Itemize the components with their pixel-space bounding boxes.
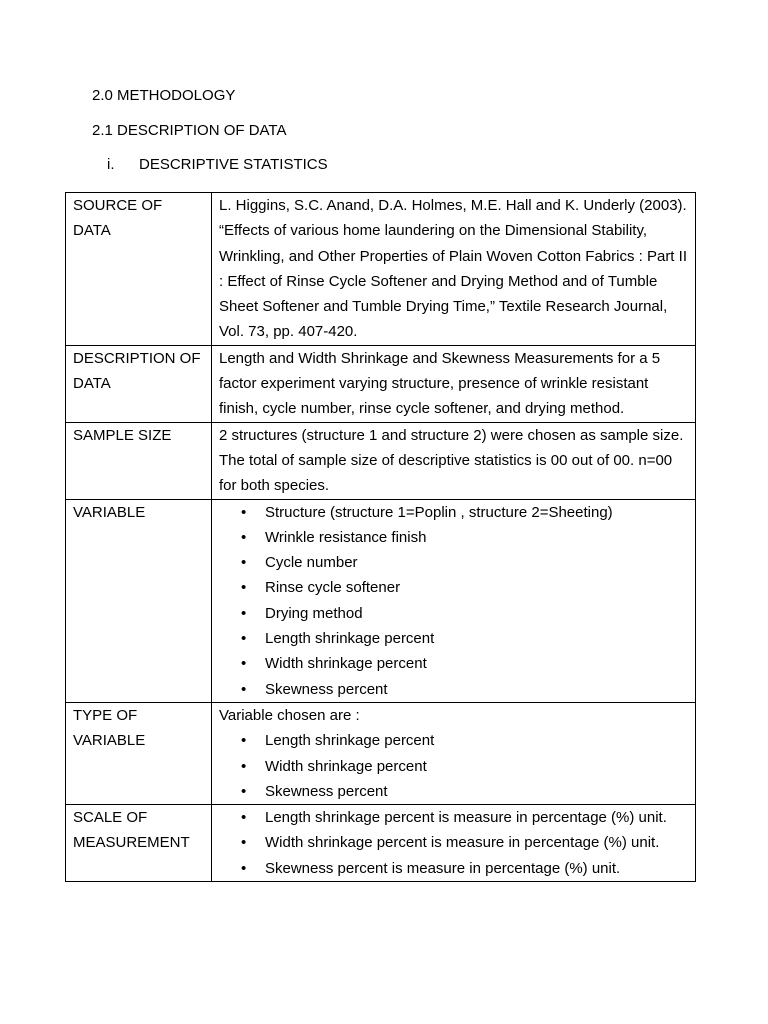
row-value-type <box>212 702 696 804</box>
table-row <box>66 702 696 804</box>
table-row <box>66 193 696 346</box>
data-description-table <box>65 192 696 882</box>
row-value-variable <box>212 499 696 702</box>
list-item: • Skewness percent <box>265 677 688 702</box>
row-value-source: L. Higgins, S.C. Anand, D.A. Holmes, M.E. Hall and K. Underly (2003). “Effects of various home laundering on the Dimensional Stability, Wrinkling, and Other Properties of Plain Woven Cotton Fabrics : Part II : Effect of Rinse Cycle Softener and Drying Method and of Tumble Sheet Softener and Tumble Drying Time,” Textile Research Journal, Vol. 73, pp. 407-420. <box>212 193 696 346</box>
variable-list <box>219 500 688 702</box>
list-item: • Length shrinkage percent <box>265 728 688 753</box>
table-row <box>66 345 696 422</box>
row-label-scale: SCALE OF MEASUREMENT <box>66 805 212 882</box>
item-number: i. <box>107 156 115 173</box>
list-item: • Drying method <box>265 601 688 626</box>
row-label-type: TYPE OF VARIABLE <box>66 702 212 804</box>
list-item: • Skewness percent <box>265 779 688 804</box>
item-title: DESCRIPTIVE STATISTICS <box>139 156 328 173</box>
section-heading: 2.0 METHODOLOGY <box>92 87 236 104</box>
list-item: • Width shrinkage percent <box>265 651 688 676</box>
table-row <box>66 805 696 882</box>
list-item: • Wrinkle resistance finish <box>265 525 688 550</box>
table-row <box>66 499 696 702</box>
scale-list <box>219 805 688 881</box>
row-label-variable: VARIABLE <box>66 499 212 702</box>
row-value-sample-size: 2 structures (structure 1 and structure 2) were chosen as sample size. The total of sample size of descriptive statistics is 00 out of 00. n=00 for both species. <box>212 422 696 499</box>
list-item: • Structure (structure 1=Poplin , structure 2=Sheeting) <box>265 500 688 525</box>
row-label-sample-size: SAMPLE SIZE <box>66 422 212 499</box>
subsection-heading: 2.1 DESCRIPTION OF DATA <box>92 122 287 139</box>
list-item: • Width shrinkage percent is measure in percentage (%) unit. <box>265 830 688 855</box>
type-intro: Variable chosen are : <box>219 706 360 724</box>
list-item: • Length shrinkage percent <box>265 626 688 651</box>
type-list <box>219 728 688 804</box>
row-value-scale <box>212 805 696 882</box>
item-heading <box>107 156 328 174</box>
list-item: • Rinse cycle softener <box>265 575 688 600</box>
list-item: • Width shrinkage percent <box>265 754 688 779</box>
row-label-source: SOURCE OF DATA <box>66 193 212 346</box>
list-item: • Skewness percent is measure in percentage (%) unit. <box>265 856 688 881</box>
row-label-description: DESCRIPTION OF DATA <box>66 345 212 422</box>
table-row <box>66 422 696 499</box>
list-item: • Length shrinkage percent is measure in percentage (%) unit. <box>265 805 688 830</box>
row-value-description: Length and Width Shrinkage and Skewness Measurements for a 5 factor experiment varying structure, presence of wrinkle resistant finish, cycle number, rinse cycle softener, and drying method. <box>212 345 696 422</box>
list-item: • Cycle number <box>265 550 688 575</box>
